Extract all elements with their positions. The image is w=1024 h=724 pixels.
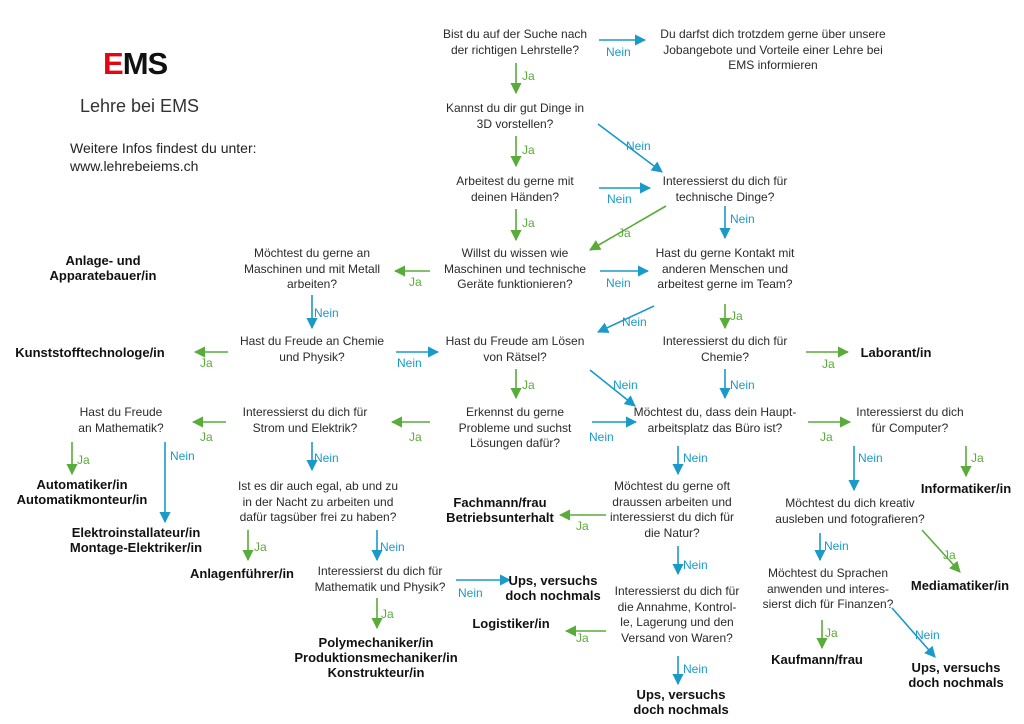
text-line: Interessierst du dich für (614, 584, 740, 598)
no-label: Nein (730, 212, 755, 226)
text-line: Interessierst du dich für (662, 174, 788, 188)
text-line: Hast du Freude am Lösen (445, 334, 585, 348)
text-line: deinen Händen? (470, 189, 560, 204)
text-line: arbeitsplatz das Büro ist? (647, 420, 783, 435)
info-text (70, 139, 257, 175)
question-math (78, 405, 163, 436)
question-info (660, 27, 885, 74)
yes-label: Ja (381, 607, 394, 621)
no-label: Nein (730, 378, 755, 392)
yes-label: Ja (730, 309, 743, 323)
text-line: Kunststofftechnologe/in (15, 345, 165, 360)
text-line: Anlage- und (65, 253, 141, 268)
text-line: Jobangebote und Vorteile einer Lehre bei (663, 42, 883, 57)
text-line: Ist es dir auch egal, ab und zu (237, 479, 399, 493)
text-line: Hast du Freude (79, 405, 163, 419)
no-label: Nein (314, 451, 339, 465)
text-line: Möchtest du dich kreativ (785, 496, 915, 510)
no-label: Nein (683, 662, 708, 676)
question-nature (610, 479, 734, 541)
no-label: Nein (606, 45, 631, 59)
yes-label: Ja (618, 226, 631, 240)
text-line: Logistiker/in (472, 616, 550, 631)
no-label: Nein (607, 192, 632, 206)
text-line: Möchtest du, dass dein Haupt- (633, 405, 797, 419)
text-line: Erkennst du gerne (465, 405, 565, 419)
question-creative (775, 496, 924, 527)
text-line: Montage-Elektriker/in (69, 540, 203, 555)
yes-label: Ja (522, 378, 535, 392)
text-line: Polymechaniker/in (318, 635, 434, 650)
yes-label: Ja (576, 519, 589, 533)
text-line: Automatikmonteur/in (16, 492, 148, 507)
question-puzzle (446, 334, 585, 365)
no-label: Nein (626, 139, 651, 153)
result-ups3 (633, 687, 728, 717)
text-line: Interessierst du dich für (317, 564, 443, 578)
text-line: Du darfst dich trotzdem gerne über unsere (660, 27, 886, 41)
text-line: Möchtest du gerne an (253, 246, 371, 260)
text-line: Interessierst du dich (856, 405, 964, 419)
no-label: Nein (170, 449, 195, 463)
no-label: Nein (314, 306, 339, 320)
text-line: Chemie? (700, 349, 750, 364)
no-label: Nein (915, 628, 940, 642)
no-label: Nein (858, 451, 883, 465)
no-label: Nein (380, 540, 405, 554)
question-languages (763, 566, 894, 613)
question-problems (459, 405, 572, 452)
question-machines (444, 246, 586, 293)
text-line: Elektroinstallateur/in (71, 525, 201, 540)
question-office (634, 405, 797, 436)
text-line: für Computer? (871, 420, 949, 435)
result-fachmann (446, 495, 554, 525)
result-anlagenfuehrer (190, 566, 294, 581)
text-line: Apparatebauer/in (49, 268, 157, 283)
question-technik (663, 174, 788, 205)
text-line: in der Nacht zu arbeiten und (242, 494, 394, 509)
result-poly (294, 635, 457, 680)
text-line: Strom und Elektrik? (252, 420, 358, 435)
text-line: Versand von Waren? (621, 630, 733, 645)
info-line: Weitere Infos findest du unter: (70, 140, 257, 156)
text-line: Hast du Freude an Chemie (239, 334, 385, 348)
no-label: Nein (622, 315, 647, 329)
result-informatiker (921, 481, 1011, 496)
text-line: le, Lagerung und den (620, 615, 734, 629)
no-label: Nein (824, 539, 849, 553)
no-label: Nein (589, 430, 614, 444)
text-line: Konstrukteur/in (327, 665, 425, 680)
text-line: technische Dinge? (675, 189, 775, 204)
yes-label: Ja (943, 548, 956, 562)
text-line: anwenden und interes- (766, 581, 890, 596)
text-line: Hast du gerne Kontakt mit (655, 246, 795, 260)
text-line: EMS informieren (728, 58, 818, 72)
text-line: Geräte funktionieren? (457, 277, 573, 291)
text-line: Mathematik und Physik? (314, 579, 446, 594)
yes-label: Ja (576, 631, 589, 645)
result-mediamatiker (911, 578, 1009, 593)
text-line: Mediamatiker/in (910, 578, 1010, 593)
question-hands (456, 174, 573, 205)
text-line: draussen arbeiten und (612, 494, 732, 509)
text-line: an Mathematik? (78, 420, 164, 435)
question-metal (244, 246, 380, 293)
text-line: doch nochmals (908, 675, 1004, 690)
question-chemistry (663, 334, 788, 365)
text-line: Laborant/in (860, 345, 932, 360)
result-elektro (70, 525, 202, 555)
text-line: Anlagenführer/in (189, 566, 295, 581)
yes-label: Ja (77, 453, 90, 467)
result-kaufmann (771, 652, 863, 667)
text-line: Maschinen und mit Metall (243, 261, 381, 276)
text-line: und Physik? (279, 349, 345, 364)
text-line: Fachmann/frau (453, 495, 547, 510)
yes-label: Ja (522, 69, 535, 83)
yes-label: Ja (254, 540, 267, 554)
text-line: interessierst du dich für (609, 510, 735, 524)
result-automatiker (17, 477, 148, 507)
text-line: Kannst du dir gut Dinge in (445, 101, 585, 115)
question-computer (856, 405, 963, 436)
no-label: Nein (683, 451, 708, 465)
question-mathphys (315, 564, 446, 595)
page-subtitle: Lehre bei EMS (80, 96, 200, 116)
text-line: Informatiker/in (920, 481, 1012, 496)
no-label: Nein (606, 276, 631, 290)
yes-label: Ja (200, 356, 213, 370)
question-elektrik (243, 405, 368, 436)
text-line: Bist du auf der Suche nach (442, 27, 588, 41)
text-line: Willst du wissen wie (461, 246, 569, 260)
text-line: arbeiten? (286, 277, 338, 291)
text-line: Möchtest du gerne oft (613, 479, 731, 493)
text-line: Kaufmann/frau (771, 652, 863, 667)
question-3d (446, 101, 584, 132)
text-line: Maschinen und technische (443, 261, 587, 276)
no-label: Nein (397, 356, 422, 370)
text-line: doch nochmals (505, 588, 601, 603)
result-kunststoff (15, 345, 165, 360)
text-line: Ups, versuchs (911, 660, 1001, 675)
text-line: doch nochmals (633, 702, 729, 717)
question-chemphys (240, 334, 384, 365)
text-line: dafür tagsüber frei zu haben? (239, 510, 397, 524)
text-line: der richtigen Lehrstelle? (450, 42, 580, 57)
text-line: Interessierst du dich für (242, 405, 368, 419)
yes-label: Ja (200, 430, 213, 444)
text-line: von Rätsel? (483, 349, 547, 364)
result-laborant (861, 345, 932, 360)
text-line: Ups, versuchs (508, 573, 598, 588)
info-link[interactable]: www.lehrebeiems.ch (70, 158, 199, 174)
text-line: Interessierst du dich für (662, 334, 788, 348)
yes-label: Ja (522, 143, 535, 157)
yes-label: Ja (825, 626, 838, 640)
yes-label: Ja (409, 430, 422, 444)
result-ups2 (908, 660, 1003, 690)
text-line: 3D vorstellen? (476, 116, 554, 131)
no-label: Nein (613, 378, 638, 392)
question-contact (656, 246, 795, 293)
question-search (443, 27, 587, 58)
text-line: Ups, versuchs (636, 687, 726, 702)
question-night (238, 479, 398, 526)
text-line: arbeitest gerne im Team? (657, 277, 793, 291)
yes-label: Ja (971, 451, 984, 465)
text-line: Probleme und suchst (458, 420, 572, 435)
text-line: Betriebsunterhalt (446, 510, 554, 525)
result-ups1 (505, 573, 600, 603)
yes-label: Ja (822, 357, 835, 371)
text-line: Automatiker/in (36, 477, 128, 492)
text-line: Lösungen dafür? (469, 436, 561, 450)
result-logistiker (472, 616, 549, 631)
yes-label: Ja (409, 275, 422, 289)
no-label: Nein (683, 558, 708, 572)
ems-logo: EMS (103, 46, 168, 81)
text-line: ausleben und fotografieren? (775, 511, 925, 526)
text-line: Möchtest du Sprachen (767, 566, 889, 580)
text-line: Produktionsmechaniker/in (294, 650, 458, 665)
no-label: Nein (458, 586, 483, 600)
text-line: anderen Menschen und (661, 261, 789, 276)
yes-label: Ja (522, 216, 535, 230)
text-line: Arbeitest du gerne mit (456, 174, 574, 188)
text-line: die Natur? (644, 525, 700, 540)
yes-label: Ja (820, 430, 833, 444)
result-anlage (50, 253, 157, 283)
text-line: die Annahme, Kontrol- (617, 599, 737, 614)
question-logistics (615, 584, 740, 646)
text-line: sierst dich für Finanzen? (762, 597, 894, 611)
